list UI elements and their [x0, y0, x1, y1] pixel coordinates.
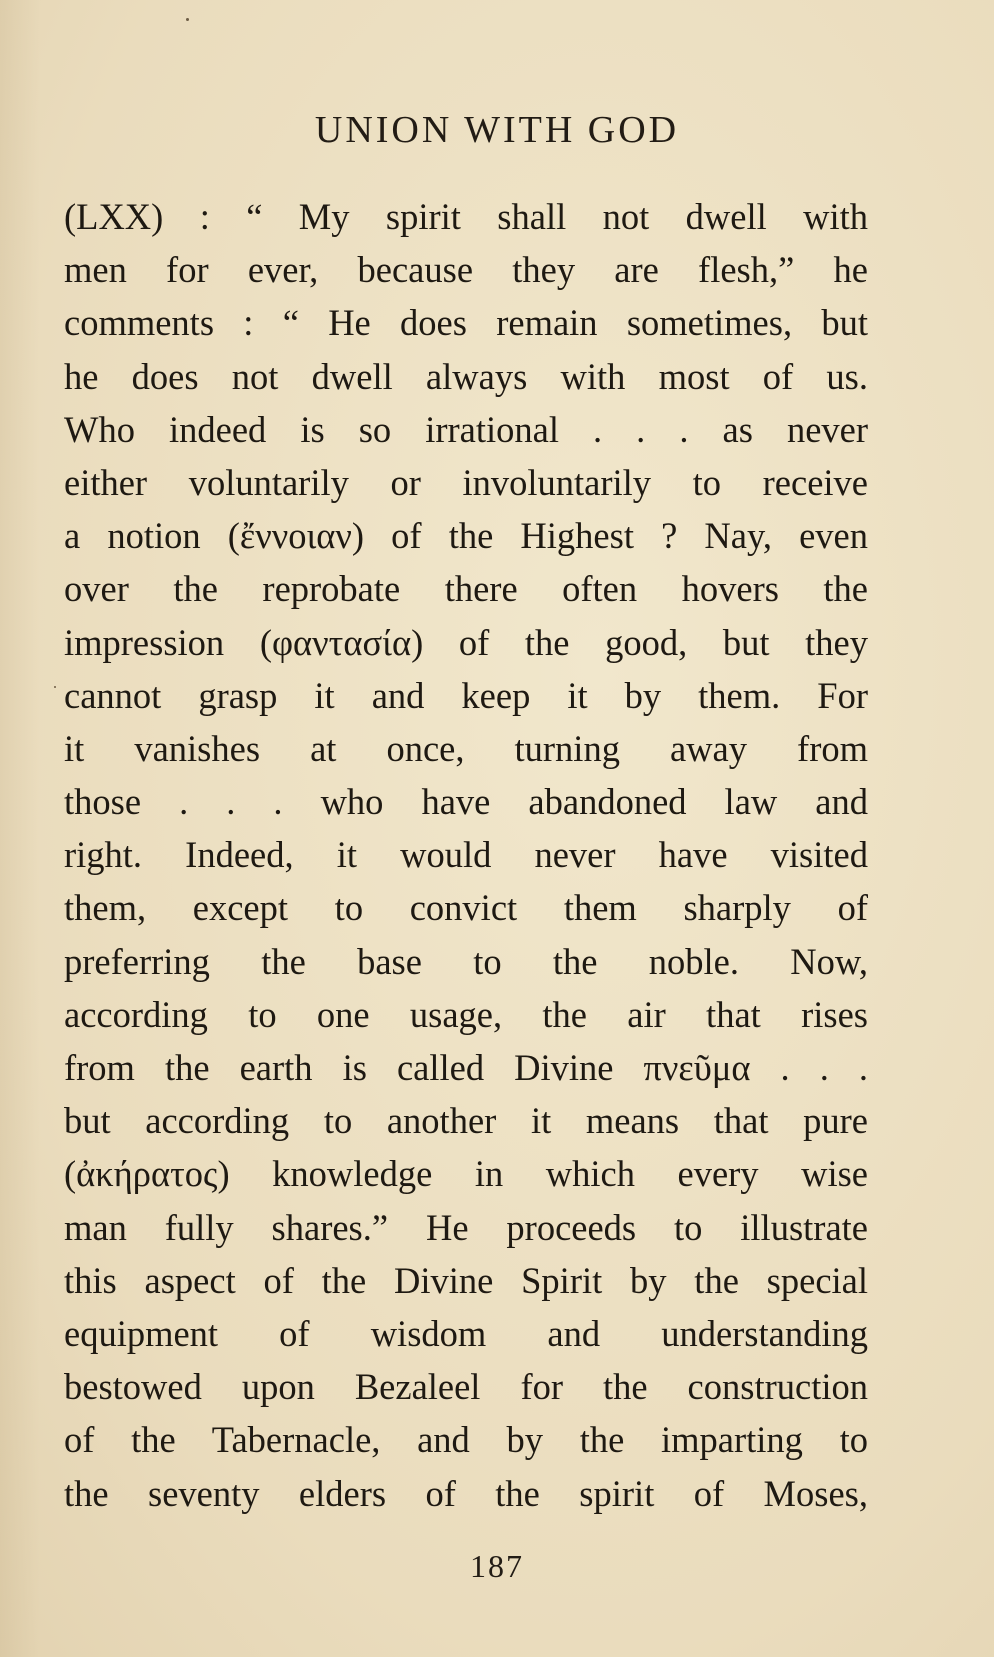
text-line: but according to another it means that pure: [64, 1100, 868, 1142]
body-text: [64, 190, 868, 1520]
text-line: comments : “ He does remain sometimes, but: [64, 302, 868, 344]
text-line: from the earth is called Divine πνεῦμα . . .: [64, 1047, 868, 1088]
running-head: UNION WITH GOD: [314, 109, 680, 151]
text-line: man fully shares.” He proceeds to illustrate: [64, 1206, 868, 1248]
text-line: them, except to convict them sharply of: [64, 887, 868, 929]
page-number: 187: [470, 1548, 524, 1584]
text-line: men for ever, because they are flesh,” he: [64, 249, 868, 291]
text-line: cannot grasp it and keep it by them. For: [64, 674, 868, 716]
text-line: he does not dwell always with most of us.: [64, 355, 868, 397]
text-line: right. Indeed, it would never have visited: [64, 834, 868, 876]
text-line: Who indeed is so irrational . . . as never: [64, 408, 868, 450]
text-line: over the reprobate there often hovers the: [64, 568, 868, 610]
text-line: a notion (ἔννοιαν) of the Highest ? Nay, even: [64, 515, 868, 557]
text-line: according to one usage, the air that rises: [64, 993, 868, 1035]
text-line: either voluntarily or involuntarily to receive: [64, 461, 868, 503]
text-line: it vanishes at once, turning away from: [64, 727, 868, 769]
text-line: preferring the base to the noble. Now,: [64, 940, 868, 982]
text-line: bestowed upon Bezaleel for the construction: [64, 1366, 868, 1408]
text-line: equipment of wisdom and understanding: [64, 1312, 868, 1354]
text-line: of the Tabernacle, and by the imparting to: [64, 1419, 868, 1461]
paper-speck: [186, 18, 189, 21]
paper-speck: [54, 686, 56, 688]
text-line: impression (φαντασία) of the good, but they: [64, 621, 868, 663]
text-line: the seventy elders of the spirit of Moses,: [64, 1472, 868, 1514]
text-line: (LXX) : “ My spirit shall not dwell with: [64, 196, 868, 237]
text-line: those . . . who have abandoned law and: [64, 781, 868, 823]
text-line: (ἀκήρατος) knowledge in which every wise: [64, 1153, 868, 1195]
text-line: this aspect of the Divine Spirit by the special: [64, 1259, 868, 1301]
